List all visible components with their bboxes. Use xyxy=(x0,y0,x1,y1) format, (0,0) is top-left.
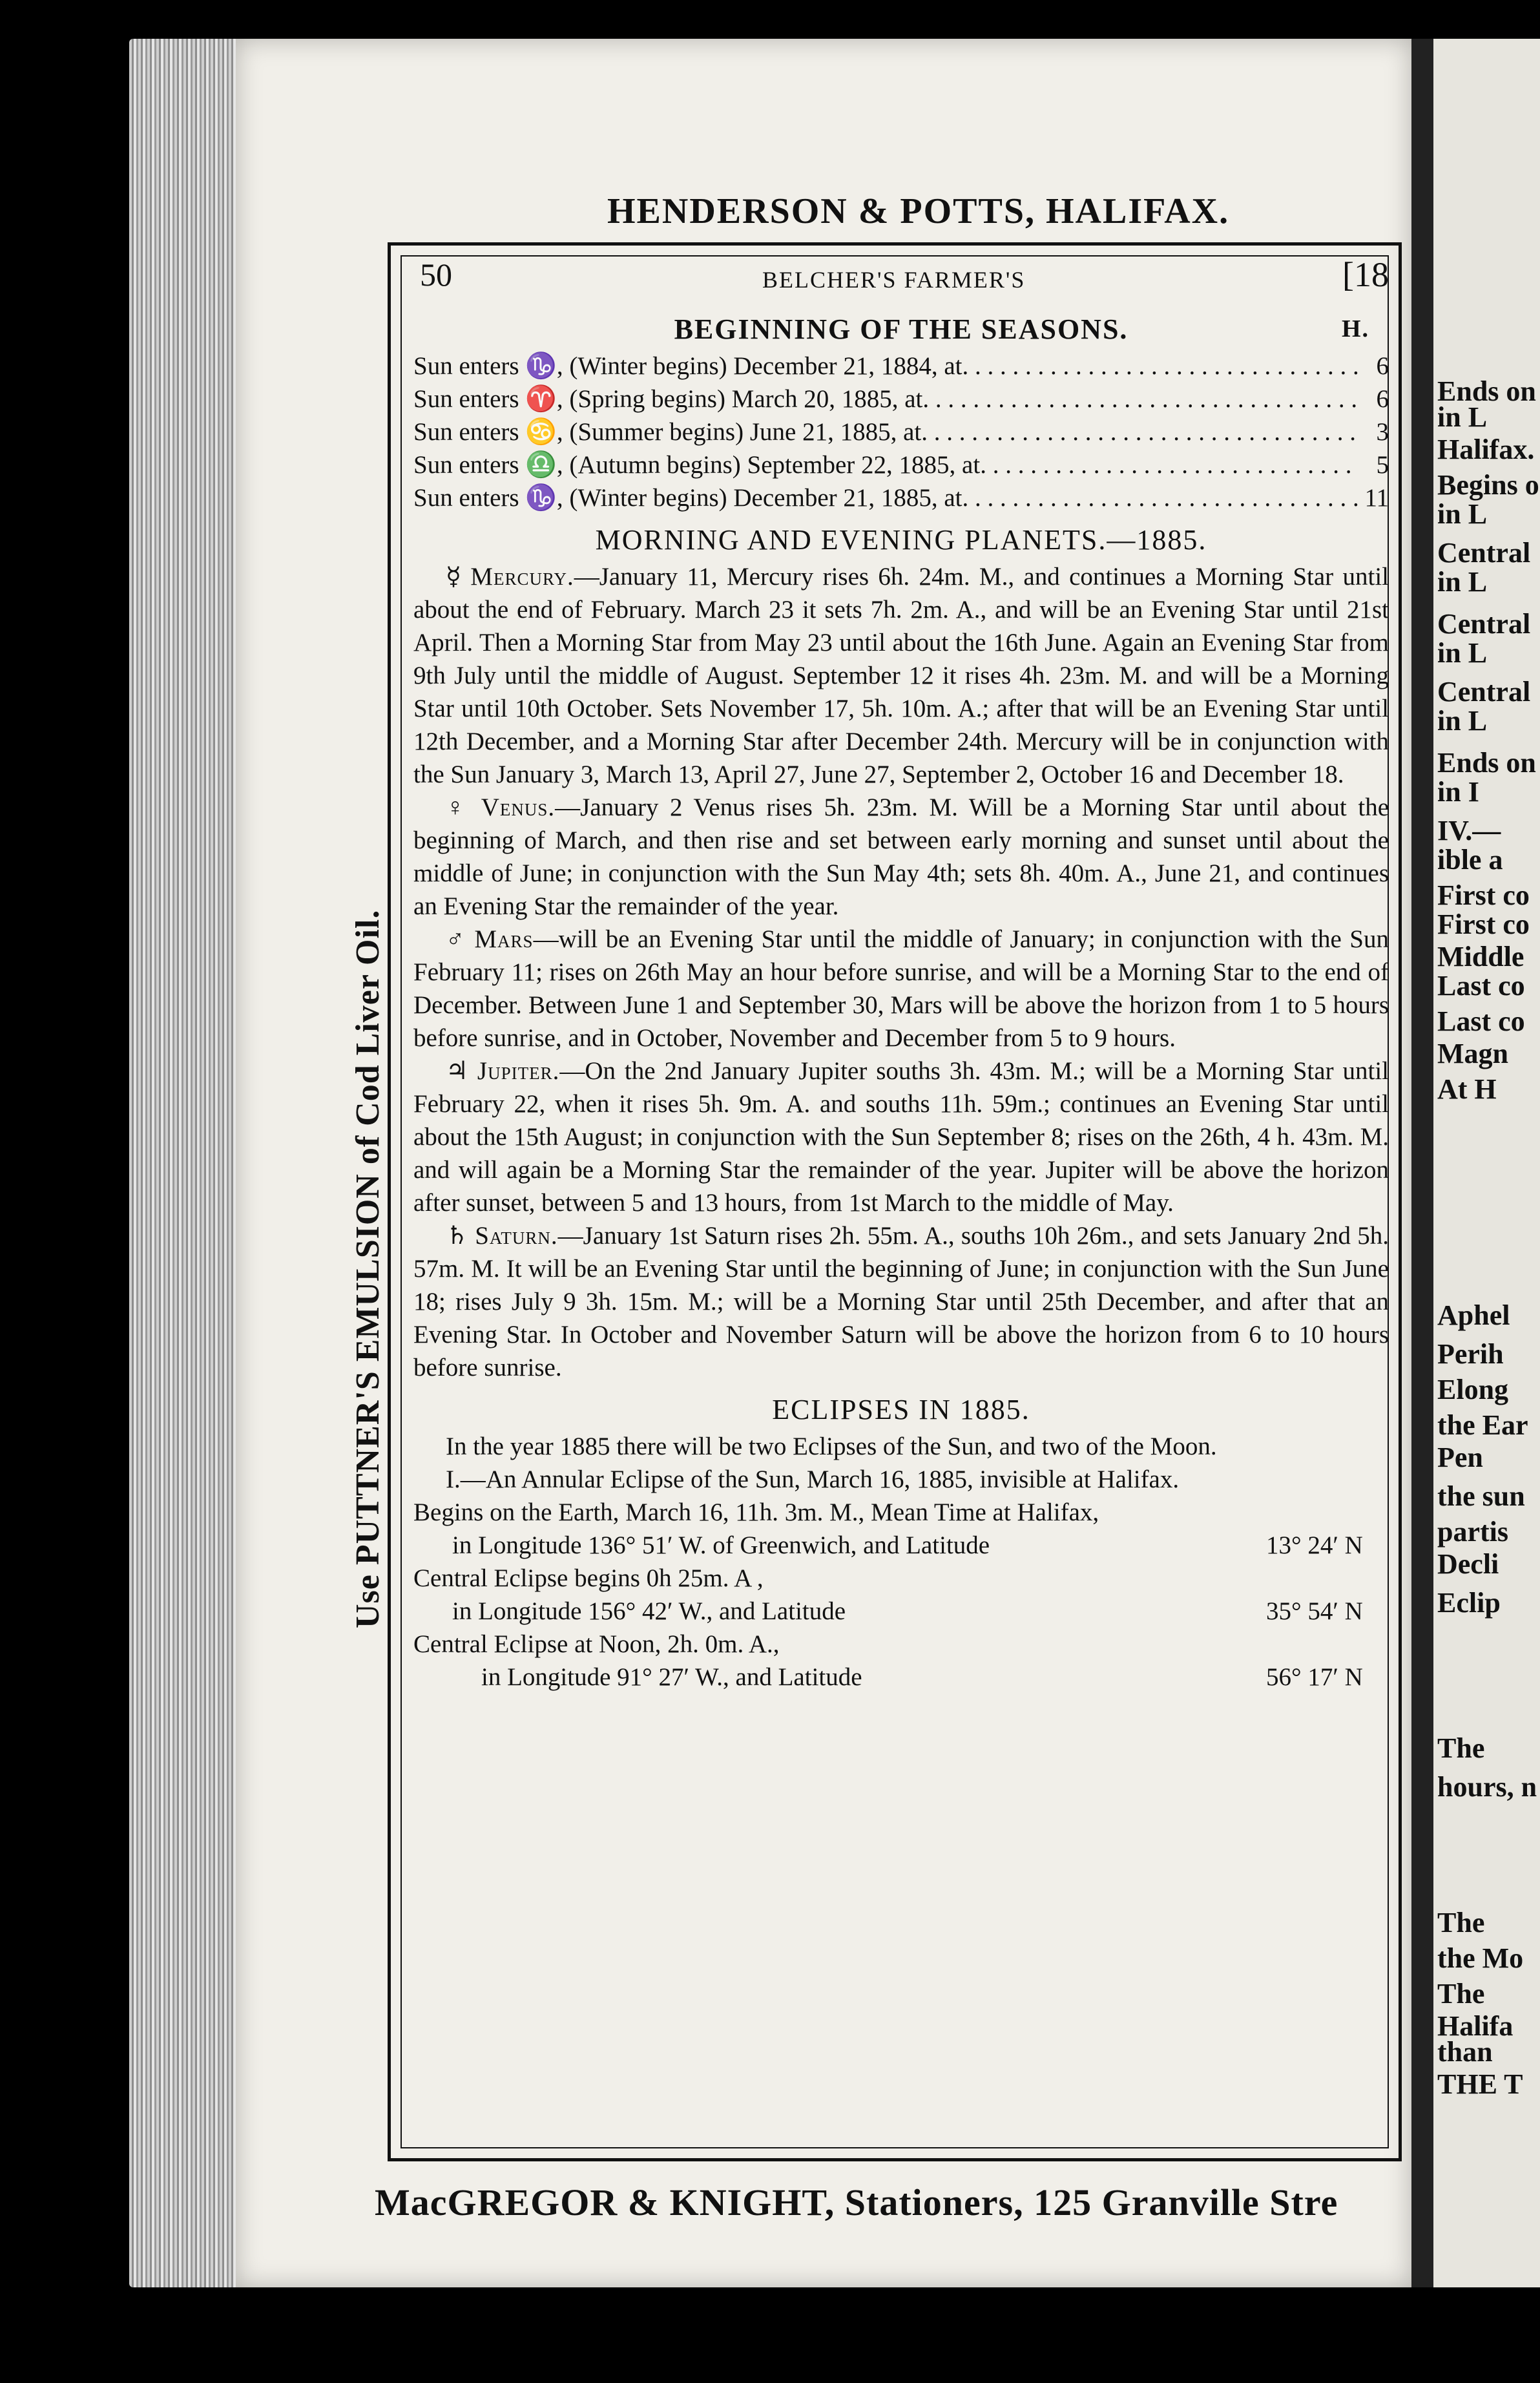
eclipse-line xyxy=(413,1562,1389,1595)
leader-dots xyxy=(921,415,1359,448)
planet-name: Saturn. xyxy=(475,1222,558,1250)
eclipse-line xyxy=(413,1628,1389,1661)
season-hour: 11 xyxy=(1364,484,1389,512)
facing-page-fragment: partis xyxy=(1437,1516,1508,1548)
eclipse-latitude: 13° 24′ N xyxy=(1266,1531,1363,1559)
facing-page-fragment: Magn xyxy=(1437,1038,1508,1069)
facing-page-fragment: in L xyxy=(1437,637,1488,669)
eclipse-line-text: Central Eclipse at Noon, 2h. 0m. A., xyxy=(413,1630,780,1658)
gutter-shadow xyxy=(1411,39,1433,2287)
planet-entry xyxy=(413,560,1389,791)
facing-page-fragment: Central xyxy=(1437,537,1531,569)
facing-page-fragment: the Ear xyxy=(1437,1409,1528,1441)
facing-page-fragment: Pen xyxy=(1437,1442,1483,1473)
page-content xyxy=(413,255,1389,1694)
facing-page-fragment: Begins o xyxy=(1437,469,1539,501)
planet-name: Venus. xyxy=(481,793,556,821)
seasons-heading xyxy=(413,313,1389,346)
season-hour: 6 xyxy=(1376,385,1389,413)
eclipse-first: I.—An Annular Eclipse of the Sun, March 16, 1885, invisible at Halifax. xyxy=(446,1465,1180,1493)
side-advert: Use PUTTNER'S EMULSION of Cod Liver Oil. xyxy=(349,909,386,1628)
planet-symbol: ♃ xyxy=(446,1057,468,1085)
eclipse-latitude xyxy=(1266,1496,1389,1529)
eclipses-heading: ECLIPSES IN 1885. xyxy=(772,1394,1030,1425)
seasons-table xyxy=(413,350,1389,514)
facing-page-fragment: Last co xyxy=(1437,1005,1525,1037)
facing-page-fragment: The xyxy=(1437,1907,1485,1938)
facing-page-fragment: in I xyxy=(1437,776,1479,808)
eclipse-latitude: 35° 54′ N xyxy=(1266,1597,1363,1625)
eclipse-line-text: in Longitude 156° 42′ W., and Latitude xyxy=(452,1597,846,1625)
season-text: Sun enters ♑, (Winter begins) December 21, 1885, at xyxy=(413,484,962,512)
facing-page-fragment: in L xyxy=(1437,705,1488,737)
facing-page-fragment: the sun xyxy=(1437,1480,1525,1512)
facing-page-fragment: Decli xyxy=(1437,1548,1499,1580)
facing-page-fragment: Aphel xyxy=(1437,1299,1510,1331)
eclipse-line-text: in Longitude 136° 51′ W. of Greenwich, and Latitude xyxy=(452,1531,990,1559)
facing-page-fragment: Central xyxy=(1437,608,1531,640)
planet-name: Jupiter. xyxy=(477,1057,560,1085)
planet-name: Mars xyxy=(474,925,534,953)
season-row xyxy=(413,350,1389,383)
leader-dots xyxy=(980,448,1359,481)
page-header-advert: HENDERSON & POTTS, HALIFAX. xyxy=(607,191,1230,231)
facing-page-fragment: Last co xyxy=(1437,970,1525,1002)
eclipse-latitude xyxy=(1266,1628,1389,1661)
eclipse-latitude xyxy=(1266,1562,1389,1595)
season-text: Sun enters ♎, (Autumn begins) September 22, 1885, at xyxy=(413,451,981,479)
running-head xyxy=(413,255,1389,304)
facing-page-fragment: than xyxy=(1437,2036,1493,2068)
eclipse-line xyxy=(413,1595,1389,1628)
facing-page-fragment: hours, n xyxy=(1437,1771,1537,1803)
season-row xyxy=(413,383,1389,415)
seasons-column-label: H. xyxy=(1341,315,1369,342)
planet-symbol: ♀ xyxy=(446,793,470,821)
planet-text: —will be an Evening Star until the middle of January; in conjunction with the Sun February 11; rises on 26th May an hour before sunrise, and will be a Morning Star to the end of December. Between June 1 and September 30, Mars will be above the horizon from 1 to 5 hours before sunrise, and in October, November and December from 5 to 9 hours. xyxy=(413,925,1389,1052)
running-title: BELCHER'S FARMER'S xyxy=(762,267,1026,293)
facing-page-fragment: Elong xyxy=(1437,1374,1509,1405)
planet-text: —January 1st Saturn rises 2h. 55m. A., souths 10h 26m., and sets January 2nd 5h. 57m. M. It will be an Evening Star until the beginning of June; in conjunction with the Sun June 18; rises July 9 3h. 15m. M.; will be a Morning Star until 25th December, and after that an Evening Star. In October and November Saturn will be above the horizon from 6 to 10 hours before sunrise. xyxy=(413,1222,1389,1381)
facing-page-sliver xyxy=(1411,39,1540,2287)
leader-dots xyxy=(962,481,1359,514)
facing-page-fragment: IV.— xyxy=(1437,815,1501,846)
planet-entry xyxy=(413,1219,1389,1384)
running-year: [18 xyxy=(1342,255,1389,294)
season-text: Sun enters ♈, (Spring begins) March 20, 1885, at xyxy=(413,385,923,413)
page-number: 50 xyxy=(420,257,452,293)
facing-page-fragment: Halifax. xyxy=(1437,434,1535,465)
eclipse-line xyxy=(413,1529,1389,1562)
eclipse-line-text: Begins on the Earth, March 16, 11h. 3m. M., Mean Time at Halifax, xyxy=(413,1498,1099,1526)
eclipse-latitude: 56° 17′ N xyxy=(1266,1663,1363,1691)
facing-page-fragment: in L xyxy=(1437,566,1488,598)
facing-page-fragment: First co xyxy=(1437,879,1530,911)
facing-page-fragment: First co xyxy=(1437,908,1530,940)
planet-entry xyxy=(413,923,1389,1055)
eclipse-line-text: Central Eclipse begins 0h 25m. A , xyxy=(413,1564,764,1592)
facing-page-fragment: Halifa xyxy=(1437,2010,1514,2042)
eclipse-line xyxy=(413,1496,1389,1529)
season-hour: 6 xyxy=(1376,352,1389,380)
facing-page-fragment: The xyxy=(1437,1978,1485,2010)
eclipse-line xyxy=(413,1661,1389,1694)
facing-page-fragment: Eclip xyxy=(1437,1587,1501,1619)
facing-page-fragment: The xyxy=(1437,1732,1485,1764)
facing-page-fragment: Middle xyxy=(1437,941,1524,972)
eclipses-intro: In the year 1885 there will be two Eclipses of the Sun, and two of the Moon. xyxy=(446,1433,1217,1460)
facing-page-fragment: ible a xyxy=(1437,844,1503,876)
facing-page-fragment: At H xyxy=(1437,1073,1497,1105)
leader-dots xyxy=(922,383,1359,415)
season-row xyxy=(413,415,1389,448)
season-text: Sun enters ♋, (Summer begins) June 21, 1885, at xyxy=(413,418,922,446)
season-row xyxy=(413,448,1389,481)
planet-text: —January 11, Mercury rises 6h. 24m. M., and continues a Morning Star until about the end of February. March 23 it sets 7h. 2m. A., and will be an Evening Star until 21st April. Then a Morning Star from May 23 until about the 16th June. Again an Evening Star from 9th July until the middle of August. September 12 it rises 4h. 23m. M. and will be a Morning Star until 10th October. Sets November 17, 5h. 10m. A.; after that will be an Evening Star until 12th December, and a Morning Star after December 24th. Mercury will be in conjunction with the Sun January 3, March 13, April 27, June 27, September 2, October 16 and December 18. xyxy=(413,563,1389,788)
planets-heading: MORNING AND EVENING PLANETS.—1885. xyxy=(595,524,1207,556)
planet-symbol: ♂ xyxy=(446,925,466,953)
eclipse-line-text: in Longitude 91° 27′ W., and Latitude xyxy=(481,1663,862,1691)
planet-name: Mercury. xyxy=(470,563,574,591)
season-hour: 3 xyxy=(1376,418,1389,446)
eclipse-details xyxy=(413,1496,1389,1694)
planet-text: —On the 2nd January Jupiter souths 3h. 43m. M.; will be a Morning Star until February 22, when it rises 5h. 9m. A. and souths 11h. 59m.; continues an Evening Star until about the 15th August; in conjunction with the Sun September 8; rises on the 26th, 4 h. 43m. M. and will again be a Morning Star the remainder of the year. Jupiter will be above the horizon after sunset, between 5 and 13 hours, from 1st March to the middle of May. xyxy=(413,1057,1389,1217)
season-text: Sun enters ♑, (Winter begins) December 21, 1884, at xyxy=(413,352,962,380)
planet-entry xyxy=(413,1055,1389,1219)
facing-page-fragment: Perih xyxy=(1437,1338,1504,1370)
facing-page-fragment: in L xyxy=(1437,498,1488,530)
season-hour: 5 xyxy=(1376,451,1389,479)
page-footer-advert: MacGREGOR & KNIGHT, Stationers, 125 Granville Stre xyxy=(375,2181,1338,2223)
page-edge-stack xyxy=(129,39,239,2287)
seasons-heading-text: BEGINNING OF THE SEASONS. xyxy=(674,313,1129,345)
facing-page-fragment: the Mo xyxy=(1437,1942,1524,1974)
facing-page-fragment: Ends on xyxy=(1437,747,1536,779)
facing-page-fragment: Ends on xyxy=(1437,375,1536,407)
planets-section xyxy=(413,560,1389,1384)
planet-text: —January 2 Venus rises 5h. 23m. M. Will be a Morning Star until about the beginning of March, and then rise and set between early morning and sunset until about the middle of June; in conjunction with the Sun May 4th; sets 8h. 40m. A., June 21, and continues an Evening Star the remainder of the year. xyxy=(413,793,1389,920)
planet-symbol: ♄ xyxy=(446,1222,468,1250)
facing-page-fragment: Central xyxy=(1437,676,1531,708)
facing-page-fragment: in L xyxy=(1437,401,1488,433)
leader-dots xyxy=(962,350,1359,383)
planet-symbol: ☿ xyxy=(446,563,461,591)
planet-entry xyxy=(413,791,1389,923)
facing-page-fragment: THE T xyxy=(1437,2068,1523,2100)
season-row xyxy=(413,481,1389,514)
